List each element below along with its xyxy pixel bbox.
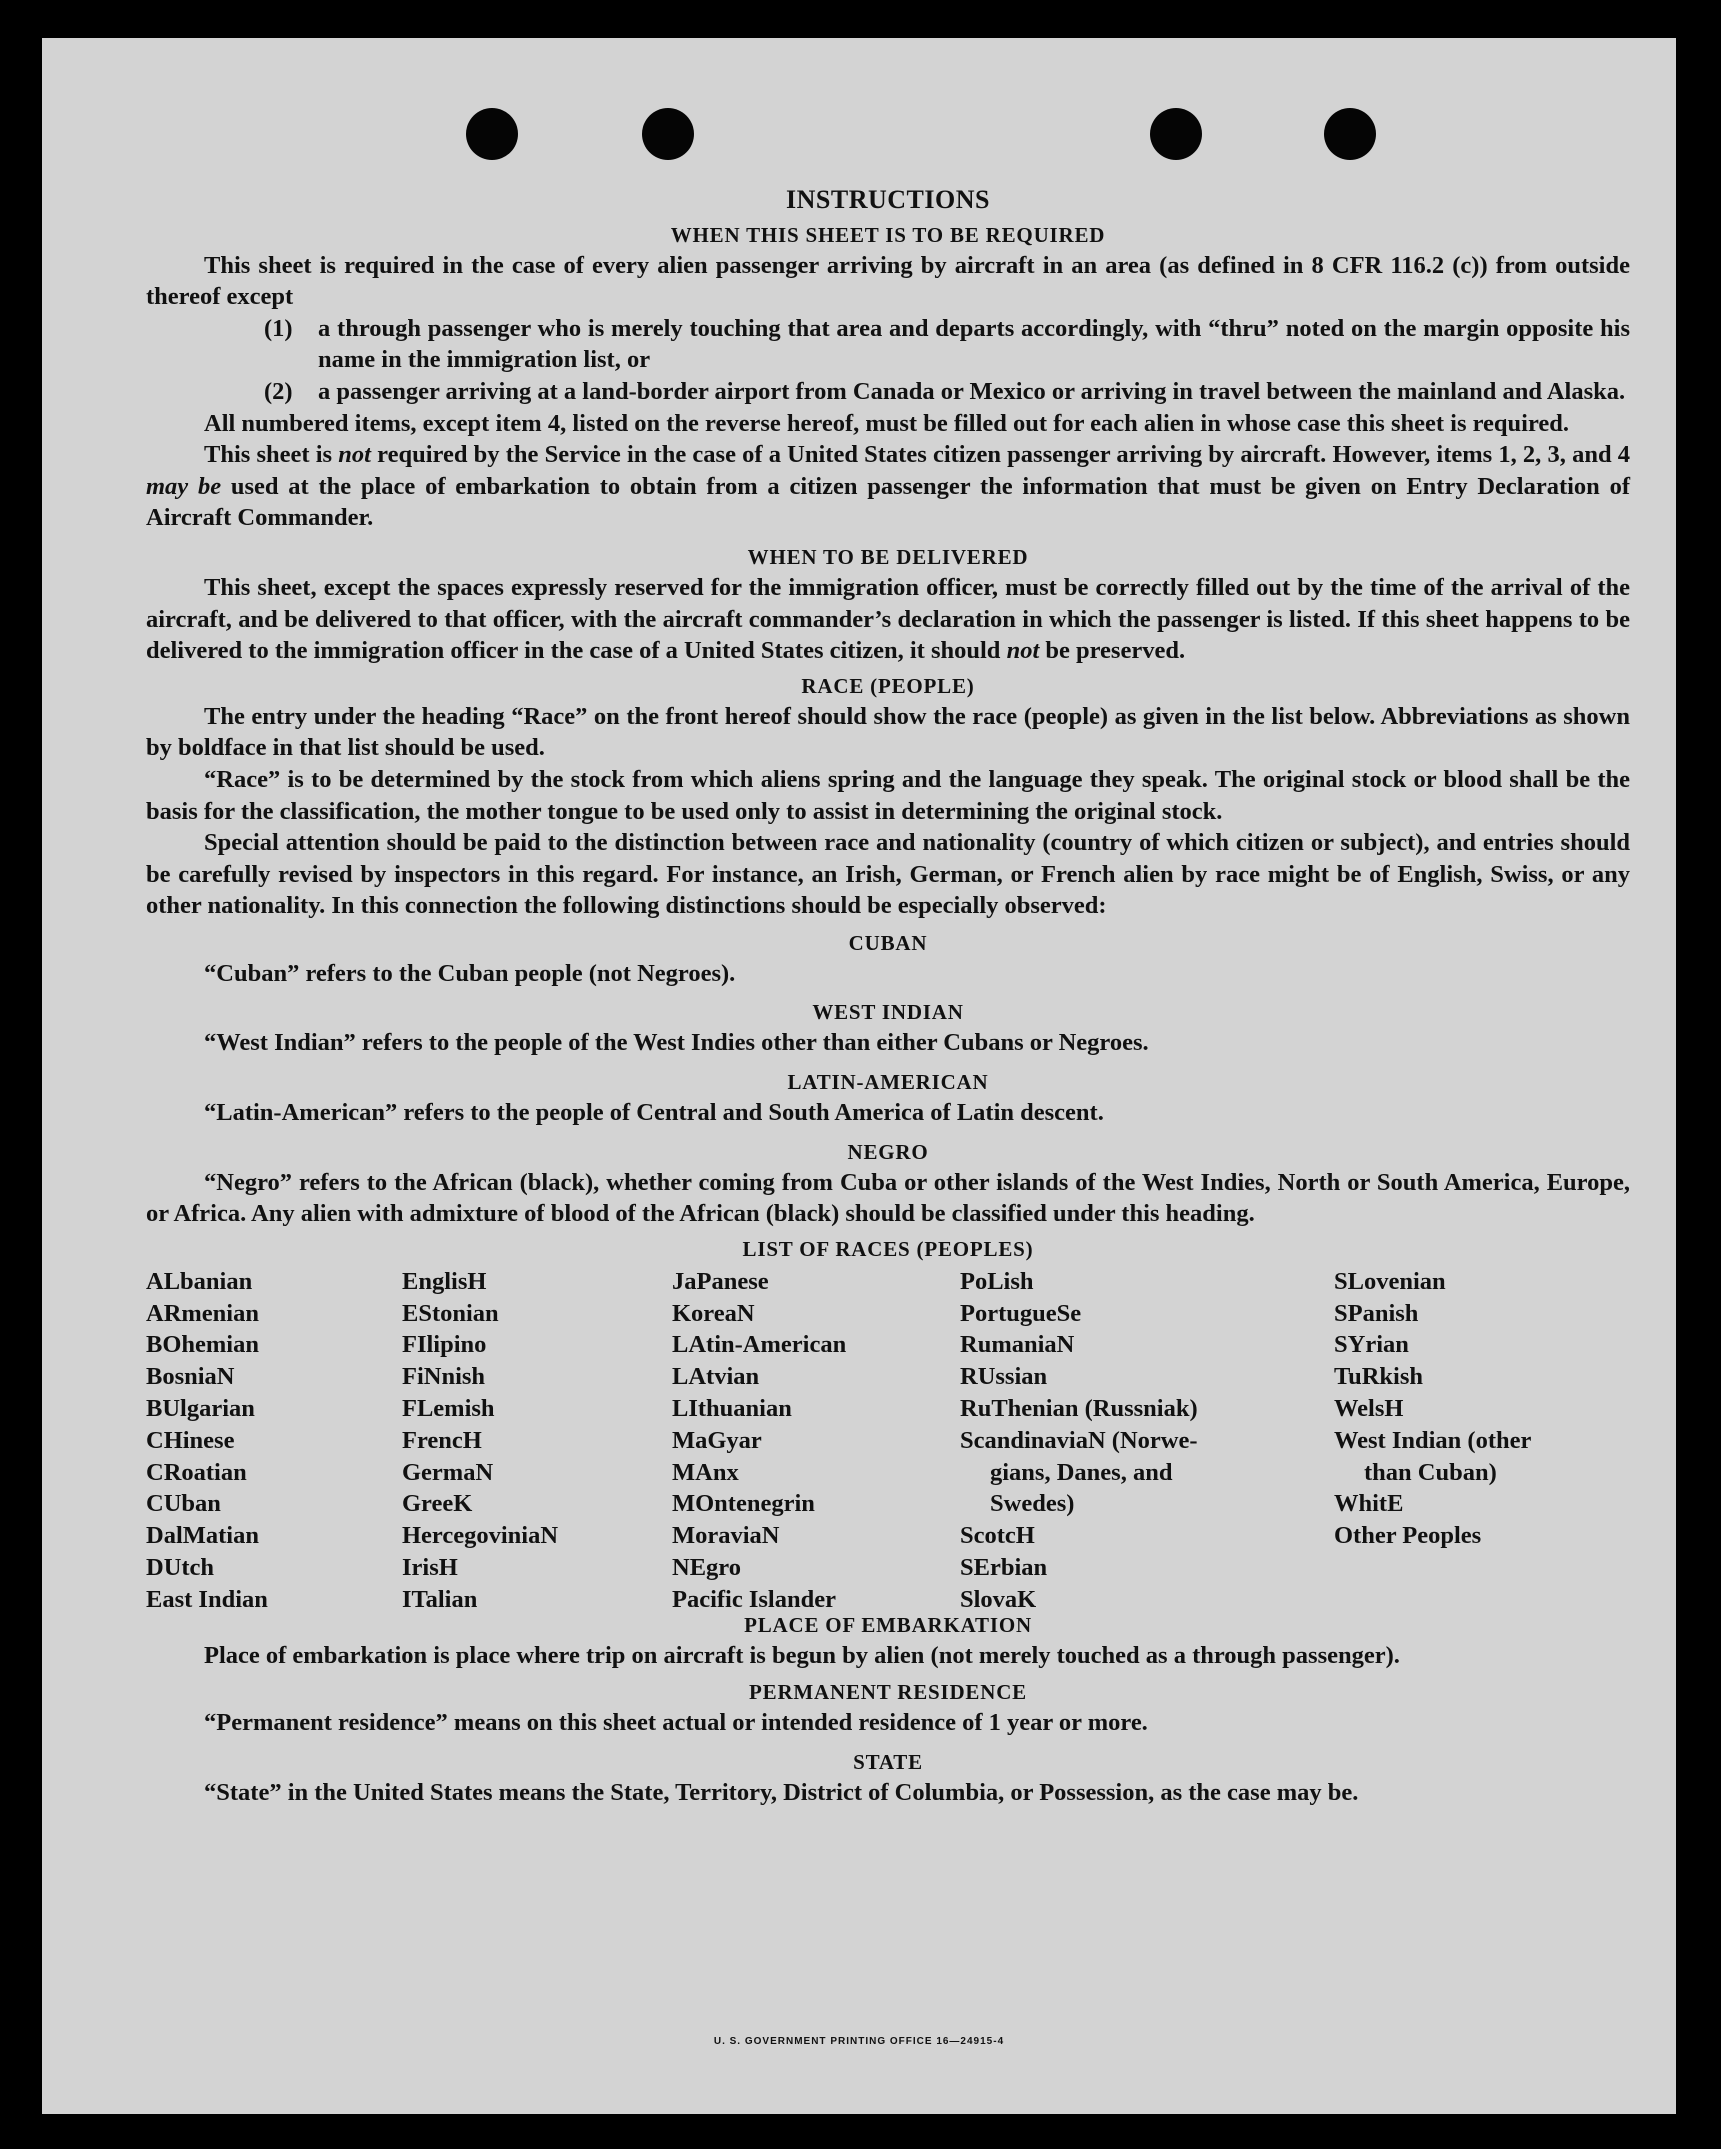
race-item: LIthuanian bbox=[672, 1395, 792, 1423]
race-item: RumaniaN bbox=[960, 1331, 1075, 1359]
race-item: SErbian bbox=[960, 1554, 1048, 1582]
paragraph: Place of embarkation is place where trip on aircraft is begun by alien (not merely touched as a through passenger). bbox=[204, 1641, 1400, 1669]
race-item: gians, Danes, and bbox=[990, 1458, 1173, 1486]
race-item: JaPanese bbox=[672, 1267, 769, 1295]
race-item: HercegoviniaN bbox=[402, 1522, 559, 1550]
race-item: LAtvian bbox=[672, 1363, 760, 1391]
section-heading: WHEN TO BE DELIVERED bbox=[747, 544, 1029, 569]
race-item: MOntenegrin bbox=[672, 1490, 815, 1518]
section-heading: LATIN-AMERICAN bbox=[787, 1070, 989, 1095]
race-item: FrencH bbox=[402, 1426, 482, 1454]
page-title: INSTRUCTIONS bbox=[786, 185, 990, 214]
paragraph: “Cuban” refers to the Cuban people (not Negroes). bbox=[204, 959, 736, 987]
section-heading: CUBAN bbox=[848, 930, 928, 955]
race-item: SPanish bbox=[1334, 1299, 1419, 1327]
race-item: FiNnish bbox=[402, 1363, 486, 1391]
race-item: DalMatian bbox=[146, 1522, 259, 1550]
punch-hole bbox=[642, 108, 694, 160]
race-column bbox=[672, 1266, 846, 1616]
race-item: MaGyar bbox=[672, 1426, 762, 1454]
race-item: DUtch bbox=[146, 1554, 215, 1582]
race-item: SLovenian bbox=[1334, 1267, 1446, 1295]
race-item: PoLish bbox=[960, 1267, 1034, 1295]
race-item: WelsH bbox=[1334, 1395, 1404, 1423]
race-item: WhitE bbox=[1334, 1490, 1404, 1518]
race-item: Other Peoples bbox=[1334, 1522, 1482, 1550]
race-item: RUssian bbox=[960, 1363, 1048, 1391]
race-item: MAnx bbox=[672, 1458, 739, 1486]
paragraph: Special attention should be paid to the distinction between race and nationality (country of which citizen or subject), and entries should be carefully revised by inspectors in this regard. For instance, an Irish, German, or French alien by race might be of English, Swiss, or any other nationality. In this connection the following distinctions should be especially observed: bbox=[146, 829, 1630, 920]
paragraph: This sheet is not required by the Service in the case of a United States citizen passenger arriving by aircraft. However, items 1, 2, 3, and 4 may be used at the place of embarkation to obtain from a citizen passenger the information that must be given on Entry Declaration of Aircraft Commander. bbox=[146, 441, 1631, 532]
race-column bbox=[960, 1266, 1198, 1616]
punch-hole bbox=[466, 108, 518, 160]
paragraph: “State” in the United States means the State, Territory, District of Columbia, or Possession, as the case may be. bbox=[204, 1779, 1359, 1807]
race-item: EStonian bbox=[402, 1299, 499, 1327]
list-item bbox=[146, 313, 1630, 376]
paragraph: “Latin-American” refers to the people of Central and South America of Latin descent. bbox=[204, 1099, 1104, 1127]
race-item: East Indian bbox=[146, 1585, 268, 1613]
instructions-body bbox=[146, 180, 1630, 1809]
race-item: NEgro bbox=[672, 1554, 741, 1582]
race-item: RuThenian (Russniak) bbox=[960, 1395, 1198, 1423]
race-item: ITalian bbox=[402, 1585, 478, 1613]
race-item: CHinese bbox=[146, 1426, 235, 1454]
race-item: CRoatian bbox=[146, 1458, 247, 1486]
race-item: BosniaN bbox=[146, 1363, 235, 1391]
section-heading: NEGRO bbox=[847, 1139, 929, 1164]
paragraph: This sheet, except the spaces expressly reserved for the immigration officer, must be correctly filled out by the time of the arrival of the aircraft, and be delivered to that officer, with the aircraft commander’s declaration in which the passenger is listed. If this sheet happens to be delivered to the immigration officer in the case of a United States citizen, it should not be preserved. bbox=[146, 573, 1630, 665]
paragraph: “West Indian” refers to the people of the West Indies other than either Cubans or Negroes. bbox=[204, 1029, 1149, 1057]
section-heading: LIST OF RACES (PEOPLES) bbox=[742, 1236, 1034, 1261]
race-item: ARmenian bbox=[146, 1299, 259, 1327]
race-item: MoraviaN bbox=[672, 1522, 780, 1550]
race-item: GreeK bbox=[402, 1490, 473, 1518]
race-item: Swedes) bbox=[990, 1490, 1075, 1518]
race-item: than Cuban) bbox=[1364, 1458, 1497, 1486]
item-text: a passenger arriving at a land-border airport from Canada or Mexico or arriving in travel between the mainland and Alaska. bbox=[318, 377, 1626, 405]
paragraph: All numbered items, except item 4, listed on the reverse hereof, must be filled out for each alien in whose case this sheet is required. bbox=[204, 409, 1570, 437]
paragraph: “Permanent residence” means on this sheet actual or intended residence of 1 year or more. bbox=[204, 1709, 1148, 1737]
race-item: SYrian bbox=[1334, 1331, 1409, 1359]
race-column bbox=[1334, 1266, 1531, 1552]
race-item: LAtin-American bbox=[672, 1331, 847, 1359]
section-heading: PERMANENT RESIDENCE bbox=[749, 1680, 1027, 1705]
paragraph: The entry under the heading “Race” on the front hereof should show the race (people) as given in the list below. Abbreviations as shown by boldface in that list should be used. bbox=[146, 702, 1630, 762]
race-item: PortugueSe bbox=[960, 1299, 1082, 1327]
race-column bbox=[402, 1266, 558, 1616]
punch-hole bbox=[1150, 108, 1202, 160]
section-heading: WEST INDIAN bbox=[812, 1000, 964, 1025]
race-item: SlovaK bbox=[960, 1585, 1037, 1613]
race-item: TuRkish bbox=[1334, 1363, 1424, 1391]
document-sheet bbox=[42, 38, 1676, 2114]
race-item: GermaN bbox=[402, 1458, 494, 1486]
punch-hole bbox=[1324, 108, 1376, 160]
race-item: Pacific Islander bbox=[672, 1585, 836, 1613]
list-item bbox=[146, 376, 1630, 408]
item-text: a through passenger who is merely touching that area and departs accordingly, with “thru” noted on the margin opposite his name in the immigration list, or bbox=[318, 314, 1630, 374]
paragraph: This sheet is required in the case of every alien passenger arriving by aircraft in an area (as defined in 8 CFR 116.2 (c)) from outside thereof except bbox=[146, 251, 1630, 311]
race-item: ScotcH bbox=[960, 1522, 1035, 1550]
paragraph: “Negro” refers to the African (black), whether coming from Cuba or other islands of the West Indies, North or South America, Europe, or Africa. Any alien with admixture of blood of the African (black) should be classified under this heading. bbox=[146, 1168, 1630, 1228]
race-item: BOhemian bbox=[146, 1331, 259, 1359]
race-item: West Indian (other bbox=[1334, 1426, 1532, 1454]
race-item: ALbanian bbox=[146, 1267, 253, 1295]
race-item: FIlipino bbox=[402, 1331, 487, 1359]
section-heading: PLACE OF EMBARKATION bbox=[744, 1612, 1032, 1637]
paragraph: “Race” is to be determined by the stock from which aliens spring and the language they speak. The original stock or blood shall be the basis for the classification, the mother tongue to be used only to assist in determining the original stock. bbox=[146, 765, 1630, 825]
race-item: IrisH bbox=[402, 1554, 458, 1582]
race-item: KoreaN bbox=[672, 1299, 755, 1327]
race-list bbox=[146, 1266, 1630, 1613]
race-item: CUban bbox=[146, 1490, 221, 1518]
item-number: (2) bbox=[264, 377, 293, 405]
item-number: (1) bbox=[264, 314, 293, 342]
section-heading: RACE (PEOPLE) bbox=[801, 673, 975, 698]
section-heading: WHEN THIS SHEET IS TO BE REQUIRED bbox=[670, 222, 1106, 247]
race-item: EnglisH bbox=[402, 1267, 487, 1295]
race-item: ScandinaviaN (Norwe- bbox=[960, 1426, 1198, 1454]
printer-imprint: U. S. GOVERNMENT PRINTING OFFICE 16—24915-4 bbox=[713, 2036, 1005, 2047]
race-item: FLemish bbox=[402, 1395, 495, 1423]
race-column bbox=[146, 1266, 268, 1616]
race-item: BUlgarian bbox=[146, 1395, 255, 1423]
section-heading: STATE bbox=[853, 1750, 923, 1775]
